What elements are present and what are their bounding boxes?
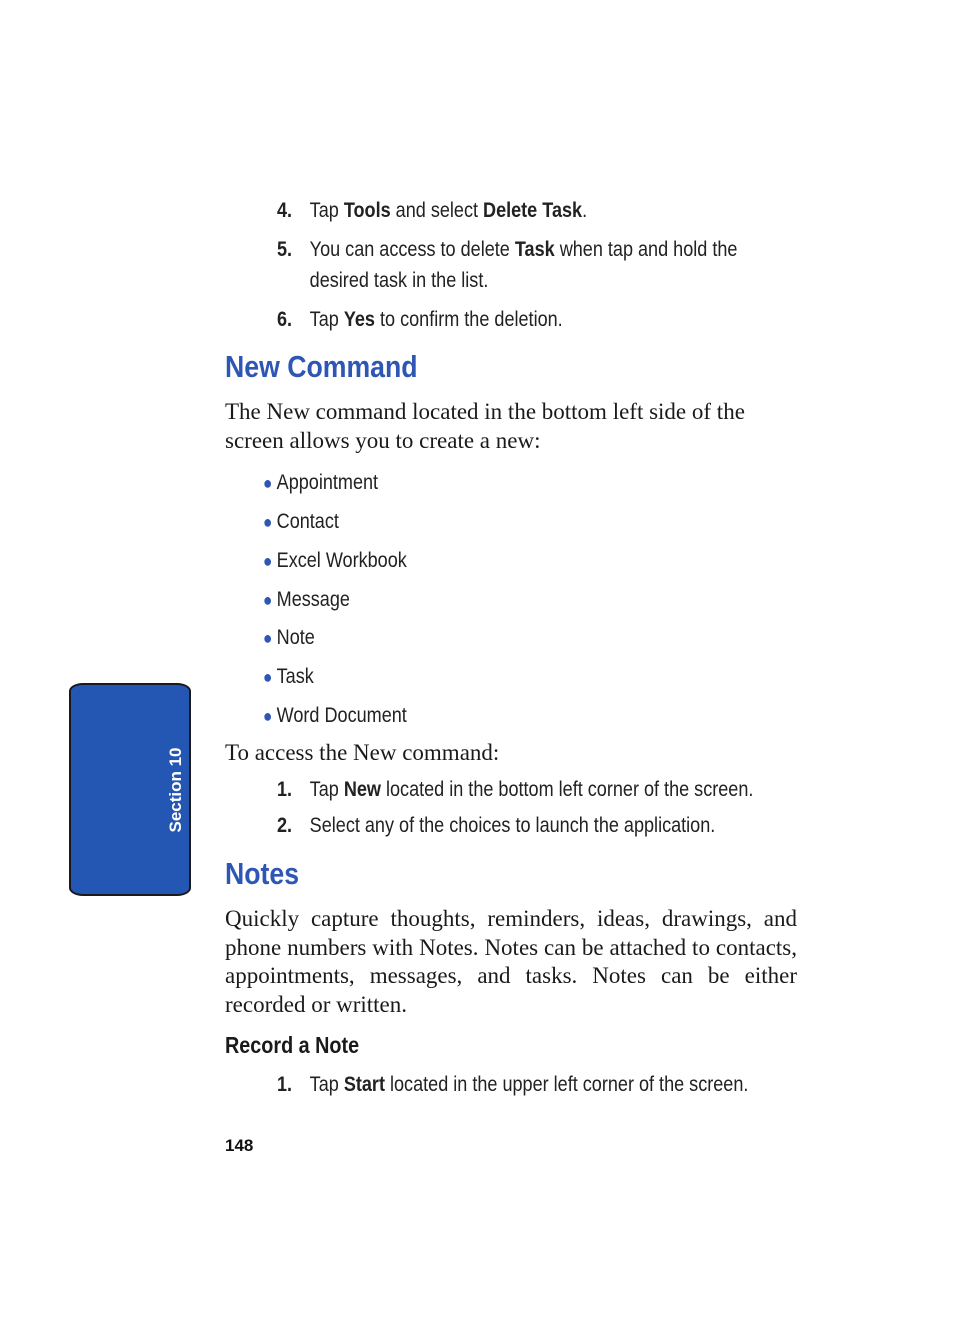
bullet-appointment: ● Appointment: [263, 471, 379, 494]
step-6: 6. Tap Yes to confirm the deletion.: [277, 308, 563, 331]
new-command-intro: The New command located in the bottom left side of the screen allows you to create a new:: [225, 399, 745, 453]
heading-notes: Notes: [225, 856, 300, 891]
bullet-contact: ● Contact: [263, 510, 339, 533]
new-step-2: 2. Select any of the choices to launch the application.: [277, 814, 716, 837]
new-step-1: 1. Tap New located in the bottom left corner of the screen.: [277, 778, 754, 801]
bullet-task: ● Task: [263, 665, 314, 688]
bullet-note: ● Note: [263, 626, 315, 649]
bullet-message: ● Message: [263, 588, 350, 611]
record-step-1: 1. Tap Start located in the upper left corner of the screen.: [277, 1073, 749, 1096]
section-tab-label: Section 10: [166, 747, 185, 833]
step-5: 5. You can access to delete Task when tap and hold the desired task in the list.: [277, 238, 738, 292]
notes-paragraph: Quickly capture thoughts, reminders, ideas, drawings, and phone numbers with Notes. Notes can be attached to contacts, appointments, messages, and tasks. Notes can be either recorded or written.: [225, 906, 797, 1017]
bullet-word-document: ● Word Document: [263, 704, 407, 727]
access-intro: To access the New command:: [225, 740, 500, 765]
step-4: 4. Tap Tools and select Delete Task.: [277, 199, 588, 222]
heading-record-a-note: Record a Note: [225, 1032, 360, 1058]
bullet-excel-workbook: ● Excel Workbook: [263, 549, 407, 572]
page-number: 148: [225, 1136, 254, 1155]
heading-new-command: New Command: [225, 349, 418, 384]
